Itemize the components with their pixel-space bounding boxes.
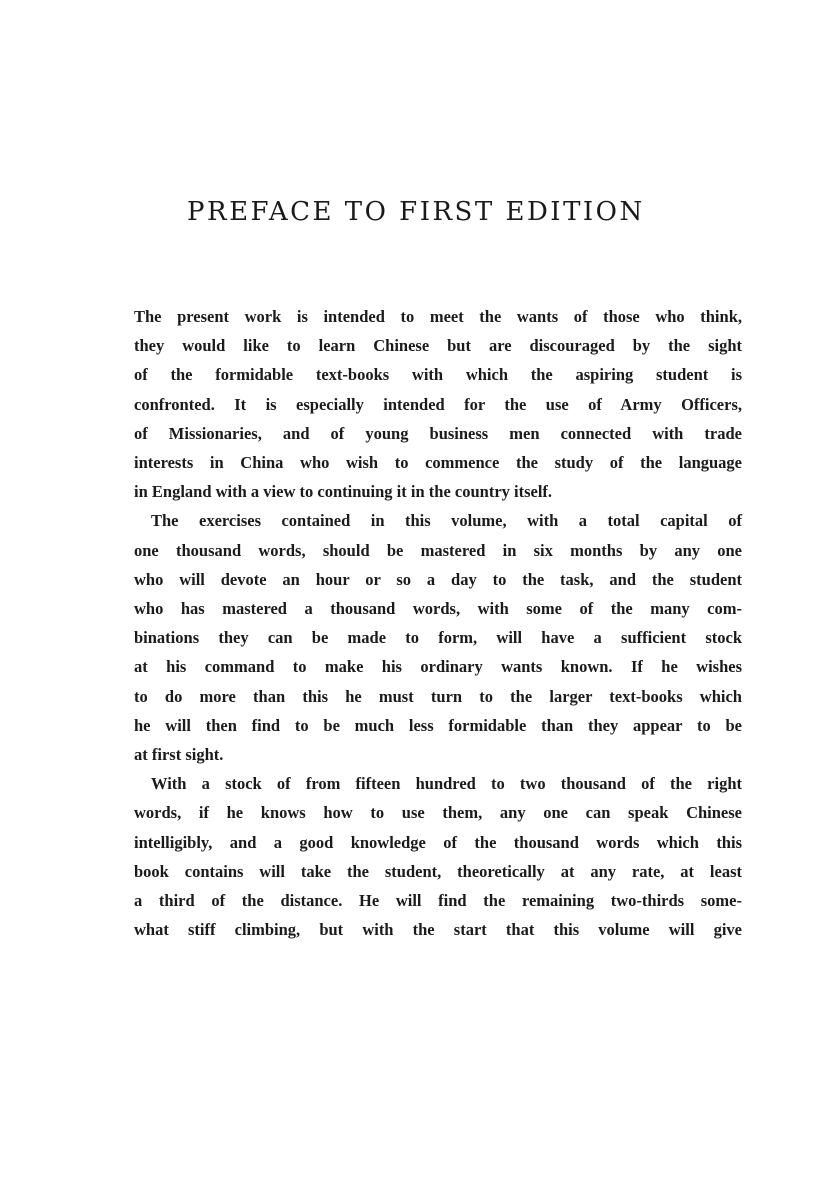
- preface-body: [134, 302, 742, 944]
- text-line: intelligibly, and a good knowledge of the thousand words which this: [134, 832, 742, 852]
- text-line: of the formidable text-books with which the aspiring student is: [134, 365, 742, 385]
- text-line: he will then find to be much less formidable than they appear to be: [134, 715, 742, 735]
- text-line: interests in China who wish to commence the study of the language: [134, 453, 742, 473]
- text-line: With a stock of from fifteen hundred to two thousand of the right: [151, 774, 742, 794]
- paragraph-3: [134, 769, 742, 944]
- text-line: to do more than this he must turn to the larger text-books which: [134, 686, 742, 706]
- text-line: one thousand words, should be mastered in six months by any one: [134, 540, 742, 560]
- text-line: The present work is intended to meet the wants of those who think,: [134, 307, 742, 326]
- page-title: PREFACE TO FIRST EDITION: [187, 197, 645, 227]
- text-line: at his command to make his ordinary wants known. If he wishes: [134, 657, 742, 677]
- text-line: of Missionaries, and of young business men connected with trade: [134, 423, 742, 443]
- text-line: who will devote an hour or so a day to the task, and the student: [134, 569, 742, 589]
- paragraph-1: [134, 302, 742, 506]
- text-line: what stiff climbing, but with the start that this volume will give: [134, 920, 742, 940]
- text-line: a third of the distance. He will find the remaining two-thirds some-: [134, 891, 742, 911]
- text-line: confronted. It is especially intended for the use of Army Officers,: [134, 394, 742, 414]
- text-line: The exercises contained in this volume, with a total capital of: [151, 511, 742, 531]
- text-line: words, if he knows how to use them, any one can speak Chinese: [134, 803, 742, 823]
- text-line: in England with a view to continuing it in the country itself.: [134, 482, 553, 502]
- paragraph-2: [134, 506, 742, 769]
- text-line: at first sight.: [134, 745, 224, 765]
- text-line: who has mastered a thousand words, with some of the many com-: [134, 599, 742, 619]
- text-line: book contains will take the student, theoretically at any rate, at least: [134, 861, 742, 881]
- text-line: binations they can be made to form, will have a sufficient stock: [134, 628, 742, 648]
- text-line: they would like to learn Chinese but are discouraged by the sight: [134, 336, 742, 356]
